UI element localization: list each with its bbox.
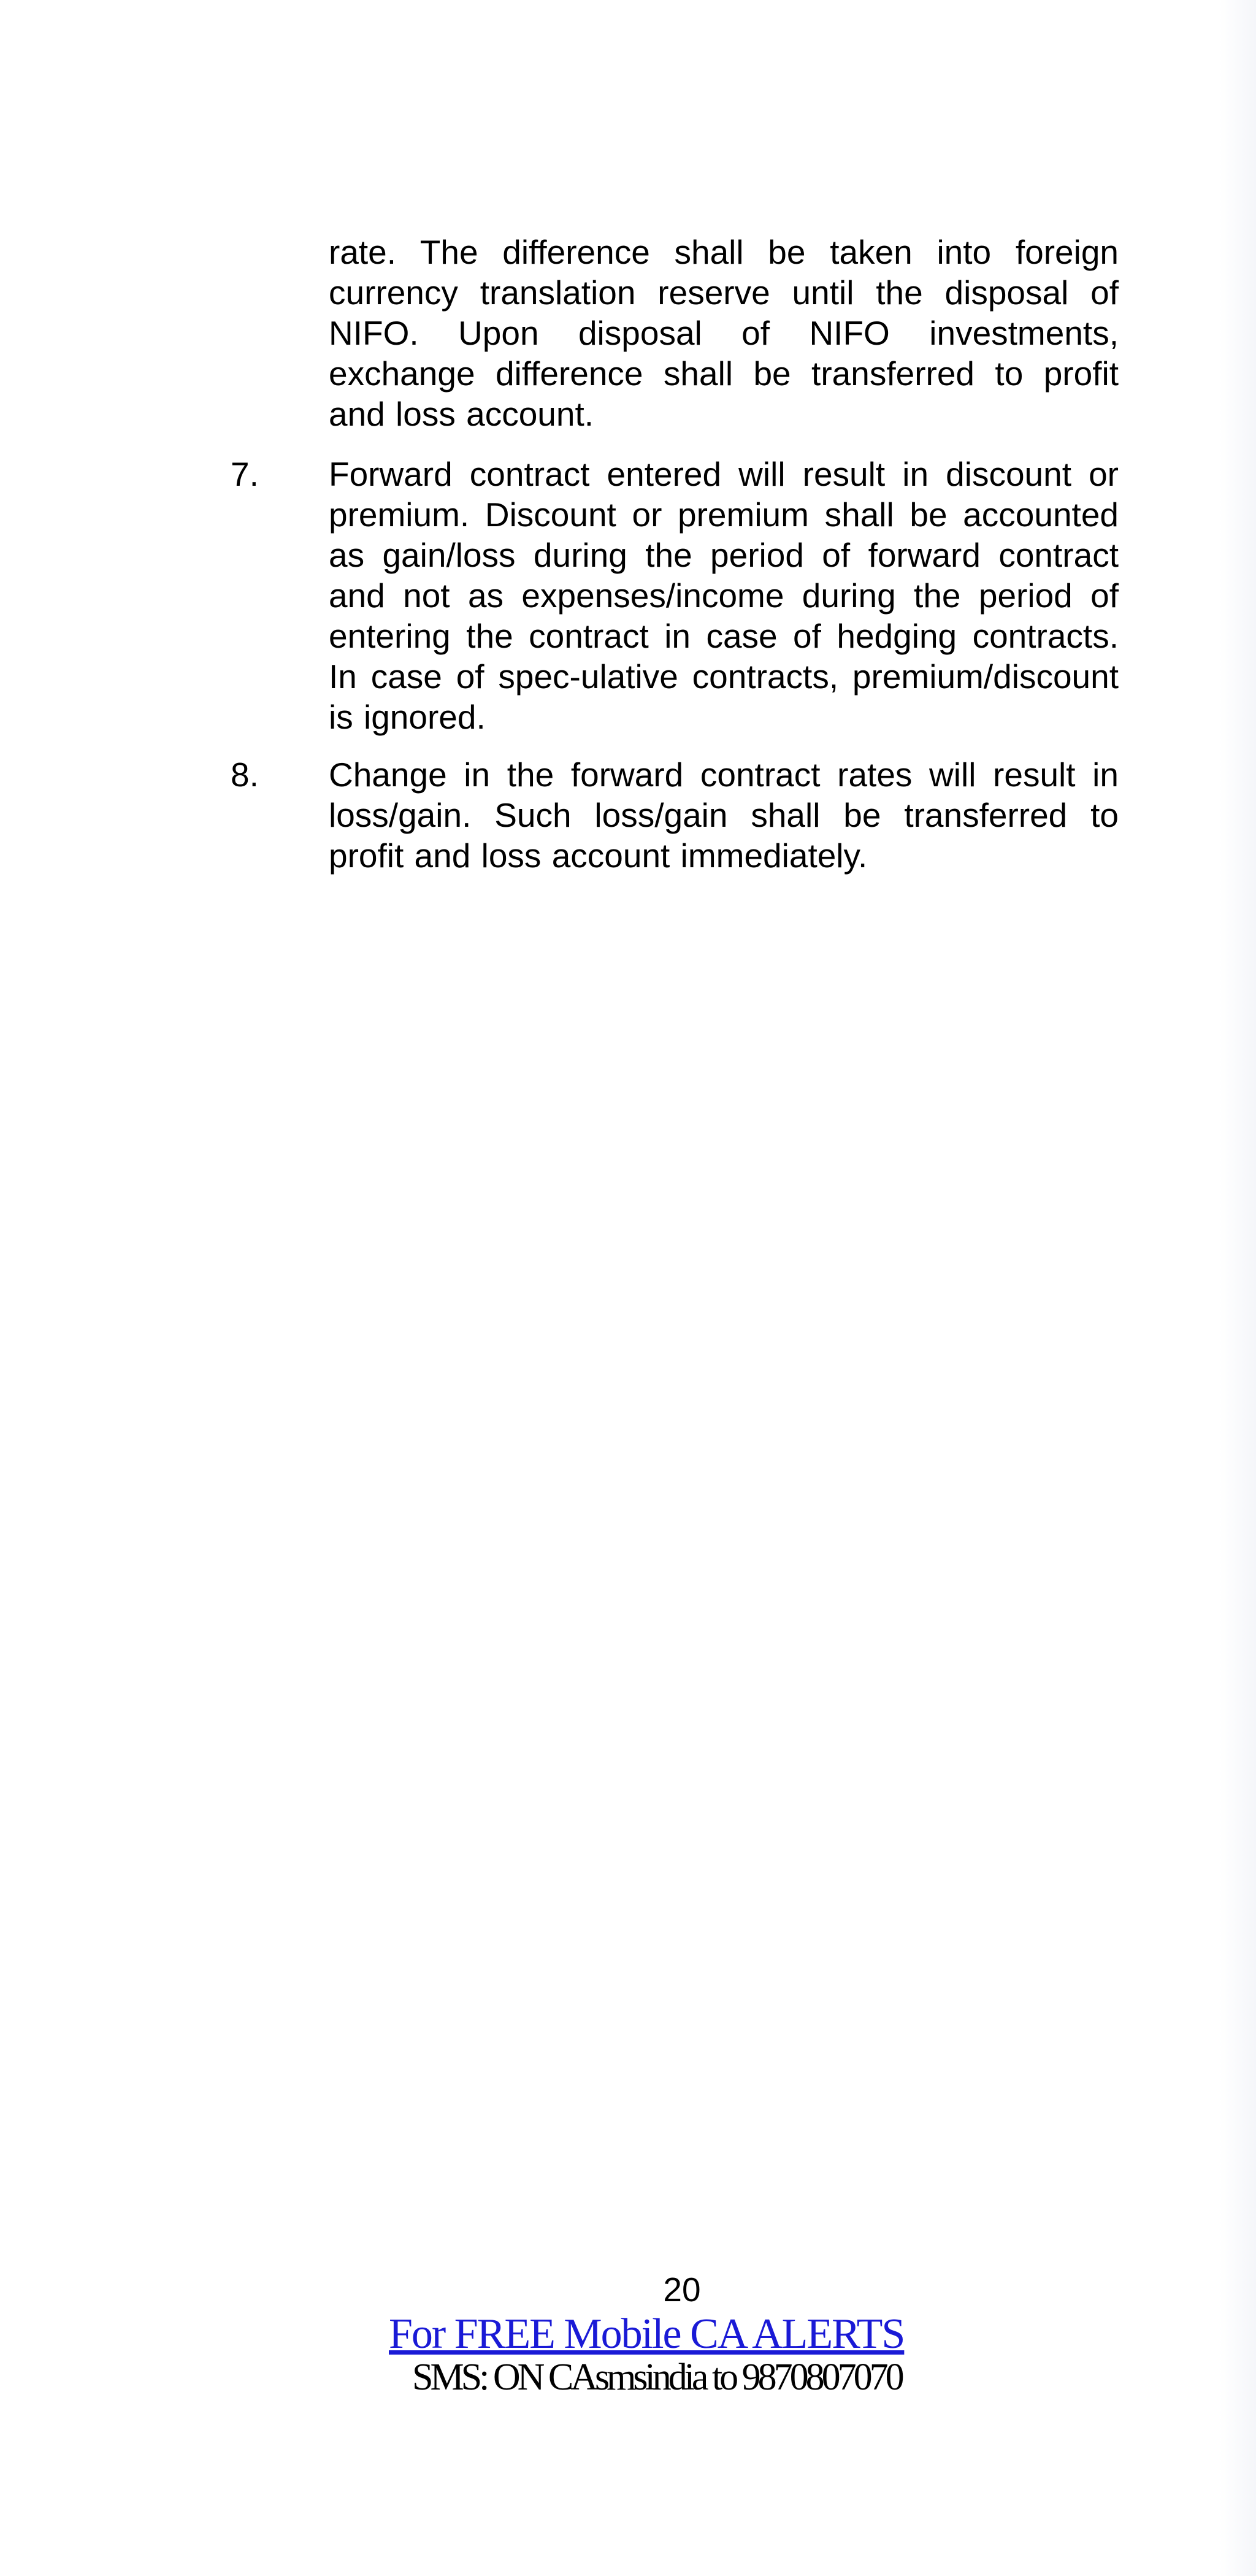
ca-alerts-link[interactable]: For FREE Mobile CA ALERTS	[389, 2310, 905, 2358]
sms-instruction: SMS: ON CAsmsindia to 9870807070	[412, 2356, 902, 2398]
page-number: 20	[663, 2271, 701, 2309]
list-item-text: Change in the forward contract rates will result in loss/gain. Such loss/gain shall be transferred to profit and loss account immediately.	[329, 756, 1119, 875]
list-item-number: 7.	[231, 455, 259, 493]
continuation-paragraph: rate. The difference shall be taken into foreign currency translation reserve until the disposal of NIFO. Upon disposal of NIFO investments, exchange difference shall be transferred to profit and loss account.	[329, 233, 1119, 433]
page-edge-shade	[1219, 0, 1256, 2576]
list-item-text: Forward contract entered will result in discount or premium. Discount or premium shall be accounted as gain/loss during the period of forward contract and not as expenses/income during the period of entering the contract in case of hedging contracts. In case of spec-ulative contracts, premium/discount is ignored.	[329, 455, 1119, 736]
list-item-number: 8.	[231, 756, 259, 794]
